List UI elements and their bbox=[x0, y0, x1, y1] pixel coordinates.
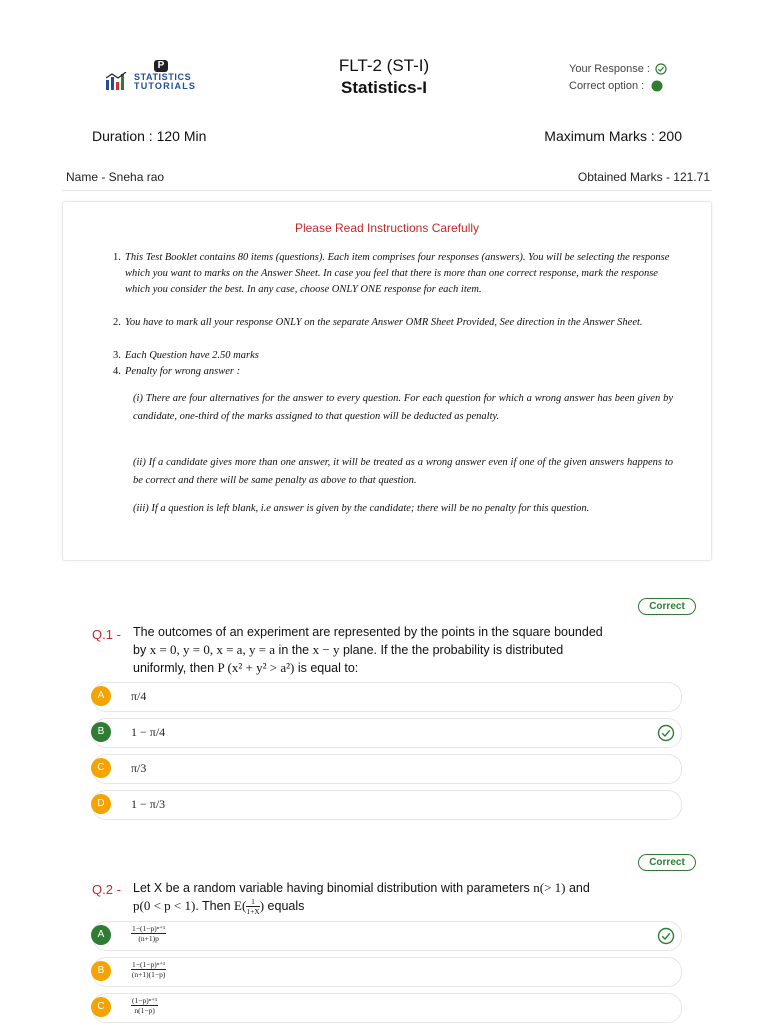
test-code: FLT-2 (ST-I) bbox=[338, 56, 430, 75]
question-number: Q.1 - bbox=[92, 627, 121, 642]
option-a[interactable] bbox=[92, 682, 682, 712]
filled-dot-icon bbox=[651, 80, 663, 92]
question-text: The outcomes of an experiment are represented by the points in the square bounded by x = 0, y = 0, x = a, y = a in the x − y plane. If the the probability is distributed uniformly, then P (x² + y² > a²) is equal to: bbox=[133, 625, 603, 675]
question-text: Let X be a random variable having binomial distribution with parameters n(> 1) and p(0 < p < 1). Then E( $\frac{1}{1+X}$ ) equals bbox=[133, 880, 590, 917]
check-circle-icon bbox=[655, 63, 667, 75]
option-d[interactable] bbox=[92, 790, 682, 820]
status-badge: Correct bbox=[638, 854, 696, 871]
penalty-rule-3: (iii) If a question is left blank, i.e answer is given by the candidate; there will be no penalty for this question. bbox=[133, 503, 590, 514]
obtained-marks: Obtained Marks - 121.71 bbox=[577, 170, 710, 184]
option-letter: C bbox=[91, 997, 111, 1017]
candidate-name: Name - Sneha rao bbox=[66, 170, 165, 184]
option-text: $\frac{\text{(1−p)ⁿ⁺¹}}{n(1-p)}$ bbox=[132, 996, 158, 1015]
option-letter: B bbox=[91, 722, 111, 742]
check-circle-icon bbox=[657, 724, 675, 742]
option-text: 1 − π/3 bbox=[131, 797, 166, 811]
option-c[interactable] bbox=[92, 754, 682, 784]
maximum-marks: Maximum Marks : 200 bbox=[544, 128, 682, 144]
logo-letter: P bbox=[154, 60, 168, 72]
duration: Duration : 120 Min bbox=[92, 128, 207, 144]
logo-text-2: TUTORIALS bbox=[134, 81, 197, 91]
option-letter: D bbox=[91, 794, 111, 814]
penalty-rule-1: (i) There are four alternatives for the answer to every question. For each question for which a wrong answer has been given by candidate, one-third of the marks assigned to that question will be deducted as penalty. bbox=[133, 393, 673, 422]
option-text: π/4 bbox=[131, 689, 147, 703]
test-title: Statistics-I bbox=[341, 78, 427, 97]
option-a[interactable] bbox=[92, 921, 682, 951]
bar-chart-icon bbox=[106, 72, 130, 90]
option-letter: C bbox=[91, 758, 111, 778]
instructions-heading: Please Read Instructions Carefully bbox=[294, 221, 480, 235]
legend-response bbox=[569, 63, 667, 75]
option-text: 1 − π/4 bbox=[131, 725, 166, 739]
question-number: Q.2 - bbox=[92, 882, 121, 897]
divider bbox=[62, 190, 712, 191]
check-circle-icon bbox=[657, 927, 675, 945]
option-b[interactable] bbox=[92, 718, 682, 748]
option-b[interactable] bbox=[92, 957, 682, 987]
legend-correct bbox=[569, 80, 663, 92]
option-letter: A bbox=[91, 686, 111, 706]
legend-correct-label: Correct option : bbox=[569, 80, 645, 92]
instruction-item-4: 4. Penalty for wrong answer : bbox=[113, 366, 241, 377]
instruction-item-2: 2. You have to mark all your response ONLY on the separate Answer OMR Sheet Provided, See direction in the Answer Sheet. bbox=[113, 317, 643, 328]
option-c[interactable] bbox=[92, 993, 682, 1023]
option-text: π/3 bbox=[131, 761, 147, 775]
option-letter: B bbox=[91, 961, 111, 981]
option-text: $\frac{\text{1−(1−p)ⁿ⁺¹}}{(n+1)p}$ bbox=[132, 924, 166, 943]
option-text: $\frac{\text{1−(1−p)ⁿ⁺¹}}{(n+1)(1-p)}$ bbox=[131, 960, 166, 979]
logo bbox=[106, 58, 216, 94]
logo-text-1: STATISTICS bbox=[134, 72, 192, 82]
instructions-box bbox=[62, 201, 712, 561]
option-letter: A bbox=[91, 925, 111, 945]
legend-response-label: Your Response : bbox=[569, 63, 650, 75]
penalty-rule-2: (ii) If a candidate gives more than one answer, it will be treated as a wrong answer even if one of the given answers happens to be correct and there will be same penalty as above to that question. bbox=[133, 457, 673, 486]
instruction-item-1: 1. This Test Booklet contains 80 items (questions). Each item comprises four responses (answers). You will be selecting the response which you want to marks on the Answer Sheet. In case you feel that there is more than one correct response, mark the response which you consider the best. In any case, choose ONLY ONE response for each item. bbox=[113, 252, 670, 295]
status-badge: Correct bbox=[638, 598, 696, 615]
instruction-item-3: 3. Each Question have 2.50 marks bbox=[113, 350, 259, 361]
